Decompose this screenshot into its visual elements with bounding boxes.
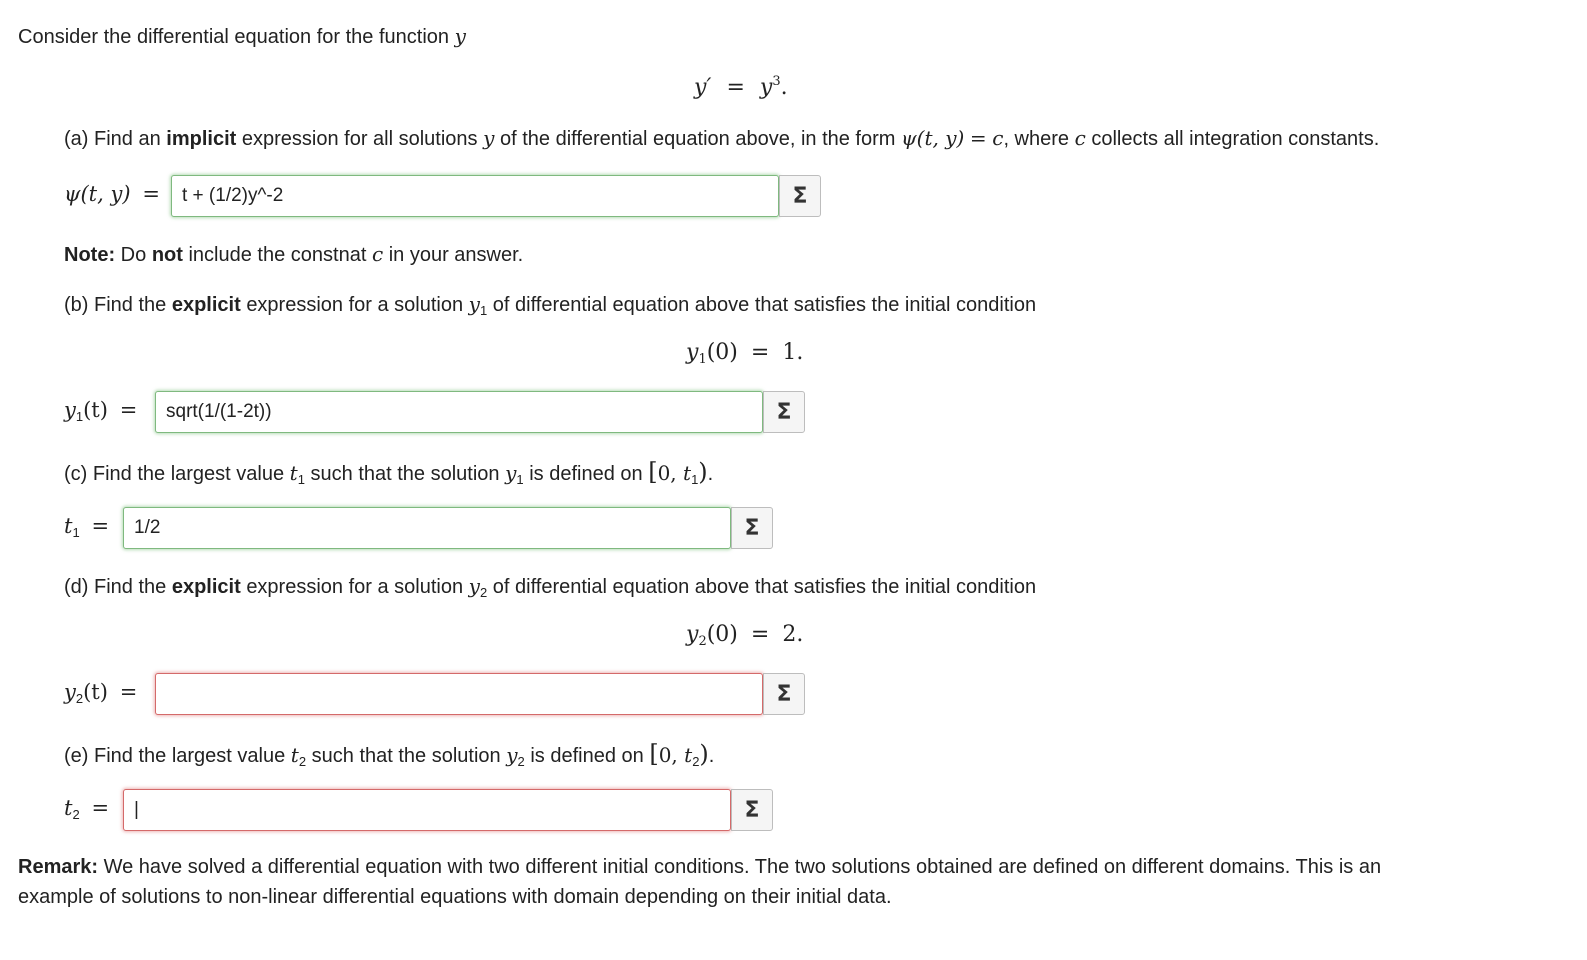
part-a-post2: collects all integration constants. [1091,128,1380,150]
t1-answer-input[interactable] [123,507,731,549]
note-c: c [371,242,384,266]
sigma-icon: Σ [744,797,760,823]
note-t3: in your answer. [388,244,524,266]
ic-d-sub: 2 [698,634,707,649]
part-e-post: is defined on [530,745,644,767]
part-c-y-sub: 1 [516,472,524,487]
part-d-mid: expression for a solution [246,576,464,598]
part-a-label-expr: ψ(t, y) [64,182,131,206]
b-label-arg: (t) [83,398,108,422]
c-label-var: t [64,514,73,538]
part-e-mid: such that the solution [311,745,501,767]
d-label-arg: (t) [83,680,108,704]
part-d-field-label [64,680,137,706]
y1-answer-input[interactable] [155,391,763,433]
ic-d-eq: = [750,622,770,647]
part-e-prompt [64,740,714,769]
note-text [64,242,523,267]
part-b-pre: (b) Find the [64,294,167,316]
remark-text-2: example of solutions to non-linear differential equations with domain depending on their initial data. [18,886,892,908]
d-label-sub: 2 [75,691,84,706]
part-a-prompt [64,126,1379,151]
d-label-var: y [64,680,76,704]
part-c-close: ) [698,458,708,486]
part-d-sub: 2 [479,585,488,600]
part-c-mid: such that the solution [310,463,500,485]
part-b-initial-condition [686,340,803,367]
intro-variable: y [454,24,466,48]
part-d-pre: (d) Find the [64,576,167,598]
ic-b-eq: = [750,340,770,365]
part-b-prompt [64,292,1036,318]
b-label-sub: 1 [75,409,84,424]
part-b-field-label [64,398,137,424]
intro-sentence: Consider the differential equation for the function [18,26,450,48]
ic-b-arg: (0) [706,340,738,365]
note-not: not [151,244,183,266]
equation-lhs: y′ [694,75,712,100]
sigma-button-d[interactable] [763,673,805,715]
part-a-form: ψ(t, y) [901,126,965,150]
part-a-bold: implicit [166,128,237,150]
intro-text [18,24,466,49]
part-e-open: [ [649,740,659,768]
part-b-bold: explicit [171,294,241,316]
ic-b-sub: 1 [698,352,707,367]
ic-b-val: 1. [782,340,804,365]
note-t1: Do [120,244,147,266]
ic-d-arg: (0) [706,622,738,647]
part-d-prompt [64,574,1036,600]
ic-d-var: y [686,622,699,647]
d-label-eq: = [119,680,138,704]
sigma-icon: Σ [744,515,760,541]
e-label-eq: = [91,796,110,820]
part-c-t: t [289,461,298,485]
psi-answer-input[interactable] [171,175,779,217]
note-label: Note: [64,244,116,266]
b-label-var: y [64,398,76,422]
c-label-sub: 1 [72,525,80,540]
part-e-int-t: t [684,743,693,767]
part-c-open: [ [648,458,658,486]
e-label-var: t [64,796,73,820]
part-b-var: y [468,292,480,316]
part-a-post: , where [1003,128,1070,150]
remark-label: Remark: [18,856,99,878]
sigma-icon: Σ [792,183,808,209]
part-a-mid2: of the differential equation above, in the form [499,128,896,150]
part-e-int-sub: 2 [692,754,700,769]
part-c-int-t: t [683,461,692,485]
part-a-var: y [483,126,495,150]
part-e-y: y [506,743,518,767]
part-c-field-label [64,514,109,540]
part-c-t-sub: 1 [297,472,305,487]
part-c-prompt [64,458,713,487]
part-a-c2: c [1074,126,1086,150]
part-e-field-label [64,796,109,822]
part-e-y-sub: 2 [517,754,525,769]
sigma-button-a[interactable] [779,175,821,217]
part-a-c: c [992,126,1004,150]
part-a-mid: expression for all solutions [241,128,478,150]
part-e-close: ) [699,740,709,768]
part-b-post: of differential equation above that satisfies the initial condition [492,294,1037,316]
remark-line-1 [18,856,1381,879]
c-label-eq: = [91,514,110,538]
t2-answer-input[interactable] [123,789,731,831]
equation-period: . [780,75,788,100]
y2-answer-input[interactable] [155,673,763,715]
remark-text-1: We have solved a differential equation with two different initial conditions. The two solutions obtained are defined on different domains. This is an [103,856,1382,878]
equation-rhs-exponent: 3 [772,74,781,89]
part-e-zero: 0, [658,743,685,767]
sigma-icon: Σ [776,399,792,425]
part-e-pre: (e) Find the largest value [64,745,286,767]
sigma-icon: Σ [776,681,792,707]
equation-equals: = [726,75,745,100]
part-e-end: . [708,745,715,767]
part-d-initial-condition [686,622,803,649]
note-t2: include the constnat [188,244,367,266]
equation-rhs-base: y [759,75,773,100]
part-e-t-sub: 2 [298,754,307,769]
part-a-label-eq: = [142,182,160,206]
part-c-int-sub: 1 [691,472,699,487]
part-d-post: of differential equation above that satisfies the initial condition [492,576,1037,598]
part-a-eq: = [969,126,987,150]
sigma-button-c[interactable] [731,507,773,549]
ic-b-var: y [686,340,699,365]
part-b-mid: expression for a solution [246,294,464,316]
part-c-zero: 0, [657,461,684,485]
part-c-pre: (c) Find the largest value [64,463,285,485]
main-equation [694,74,788,100]
part-d-var: y [468,574,480,598]
part-c-post: is defined on [529,463,643,485]
remark-line-2 [18,886,892,909]
part-a-field-label [64,182,160,207]
sigma-button-b[interactable] [763,391,805,433]
part-a-pre: (a) Find an [64,128,161,150]
part-e-t: t [290,743,299,767]
part-c-end: . [707,463,714,485]
part-c-y: y [505,461,517,485]
ic-d-val: 2. [782,622,804,647]
e-label-sub: 2 [72,807,80,822]
b-label-eq: = [119,398,138,422]
sigma-button-e[interactable] [731,789,773,831]
part-d-bold: explicit [171,576,241,598]
part-b-sub: 1 [479,303,488,318]
